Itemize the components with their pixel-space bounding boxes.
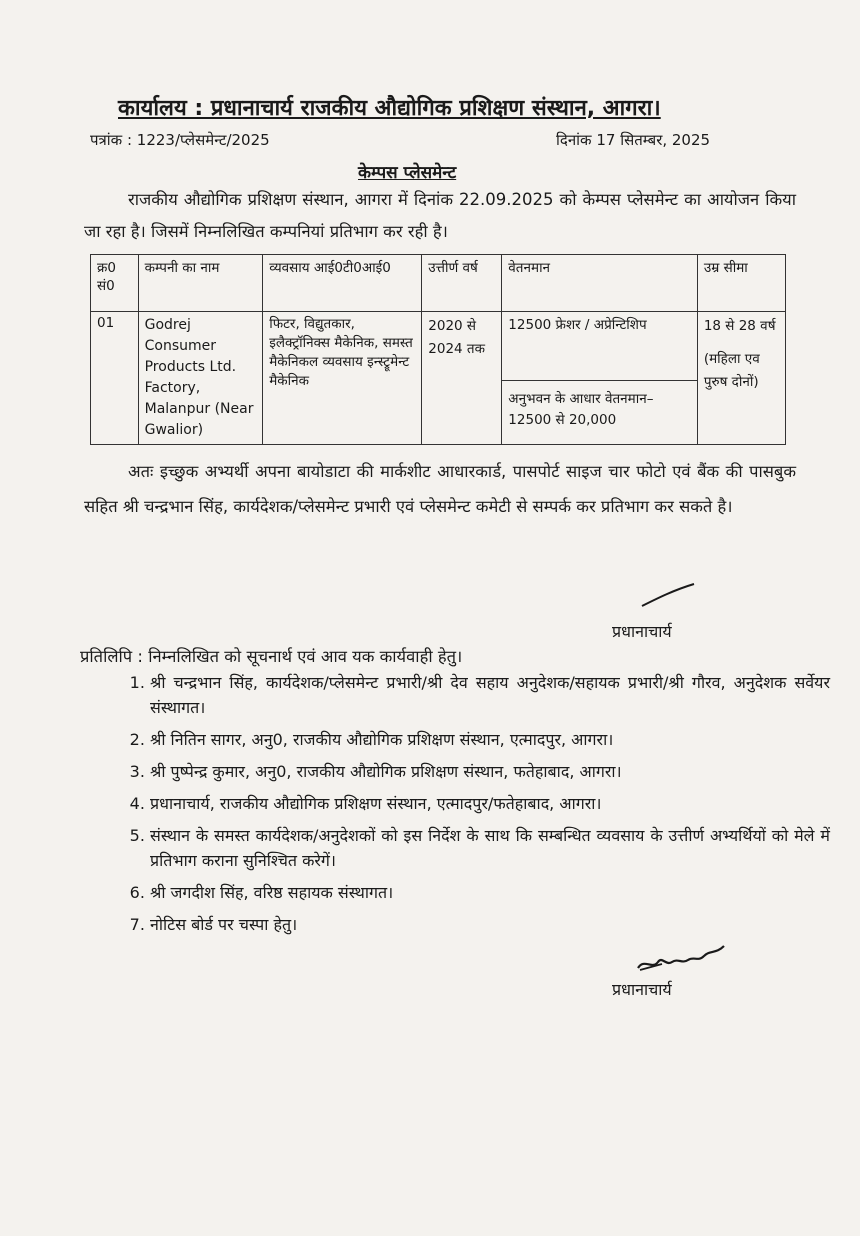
companies-table: [90, 254, 786, 445]
intro-paragraph: राजकीय औद्योगिक प्रशिक्षण संस्थान, आगरा में दिनांक 22.09.2025 को केम्पस प्लेसमेन्ट का आयोजन किया जा रहा है। जिसमें निम्नलिखित कम्पनियां प्रतिभाग कर रही है।: [84, 190, 796, 241]
recipients-list: [120, 670, 830, 944]
header-trade: व्यवसाय आई0टी0आई0: [263, 255, 422, 312]
instructions-paragraph: अतः इच्छुक अभ्यर्थी अपना बायोडाटा की मार्कशीट आधारकार्ड, पासपोर्ट साइज चार फोटो एवं बैंक की पासबुक सहित श्री चन्द्रभान सिंह, कार्यदेशक/प्लेसमेन्ट प्रभारी एवं प्लेसमेन्ट कमेटी से सम्पर्क कर प्रतिभाग कर सकते है।: [84, 462, 796, 516]
cell-trade: फिटर, विद्युतकार, इलैक्ट्रॉनिक्स मैकेनिक, समस्त मैकेनिकल व्यवसाय इन्स्ट्रूमेन्ट मैकेनिक: [263, 312, 422, 445]
header-passing-year: उत्तीर्ण वर्ष: [422, 255, 502, 312]
list-item: 3. श्री पुष्पेन्द्र कुमार, अनु0, राजकीय औद्योगिक प्रशिक्षण संस्थान, फतेहाबाद, आगरा।: [150, 759, 830, 784]
table-header-row: [91, 255, 786, 312]
salary-experienced: अनुभवन के आधार वेतनमान–12500 से 20,000: [508, 391, 654, 428]
signature-mark: [640, 582, 696, 608]
list-item: 2. श्री नितिन सागर, अनु0, राजकीय औद्योगिक प्रशिक्षण संस्थान, एत्मादपुर, आगरा।: [150, 727, 830, 752]
list-item: 7. नोटिस बोर्ड पर चस्पा हेतु।: [150, 912, 830, 937]
copy-to-heading: प्रतिलिपि : निम्नलिखित को सूचनार्थ एवं आव यक कार्यवाही हेतु।: [80, 647, 463, 666]
letter-date: दिनांक 17 सितम्बर, 2025: [556, 131, 711, 149]
age-range: 18 से 28 वर्ष: [703, 318, 776, 334]
header-company: कम्पनी का नाम: [138, 255, 263, 312]
header-age: उम्र सीमा: [697, 255, 785, 312]
list-item: 5. संस्थान के समस्त कार्यदेशक/अनुदेशकों को इस निर्देश के साथ कि सम्बन्धित व्यवसाय के उत्तीर्ण अभ्यर्थियों को मेले में प्रतिभाग कराना सुनिश्चित करेगें।: [150, 823, 830, 873]
handwritten-signature: [632, 940, 732, 976]
table-row: [91, 312, 786, 445]
salary-fresher: 12500 फ्रेशर / अप्रेन्टिशिप: [502, 312, 697, 381]
office-heading: कार्यालय : प्रधानाचार्य राजकीय औद्योगिक प्रशिक्षण संस्थान, आगरा।: [118, 96, 661, 121]
cell-age: [697, 312, 785, 445]
list-item: 1. श्री चन्द्रभान सिंह, कार्यदेशक/प्लेसमेन्ट प्रभारी/श्री देव सहाय अनुदेशक/सहायक प्रभारी/श्री गौरव, अनुदेशक सर्वेयर संस्थागत।: [150, 670, 830, 720]
list-item: 6. श्री जगदीश सिंह, वरिष्ठ सहायक संस्थागत।: [150, 880, 830, 905]
subject-heading: केम्पस प्लेसमेन्ट: [358, 163, 457, 183]
cell-sno: 01: [91, 312, 139, 445]
signatory-label-2: प्रधानाचार्य: [612, 980, 672, 999]
age-gender: (महिला एव पुरुष दोनों): [703, 351, 760, 390]
list-item: 4. प्रधानाचार्य, राजकीय औद्योगिक प्रशिक्षण संस्थान, एत्मादपुर/फतेहाबाद, आगरा।: [150, 791, 830, 816]
cell-salary: [502, 312, 698, 445]
cell-company: Godrej Consumer Products Ltd. Factory, Malanpur (Near Gwalior): [138, 312, 263, 445]
cell-passing-year: 2020 से 2024 तक: [422, 312, 502, 445]
header-sno: क्र0 सं0: [91, 255, 139, 312]
header-salary: वेतनमान: [502, 255, 698, 312]
reference-number: पत्रांक : 1223/प्लेसमेन्ट/2025: [90, 131, 270, 149]
signatory-label: प्रधानाचार्य: [612, 622, 672, 641]
